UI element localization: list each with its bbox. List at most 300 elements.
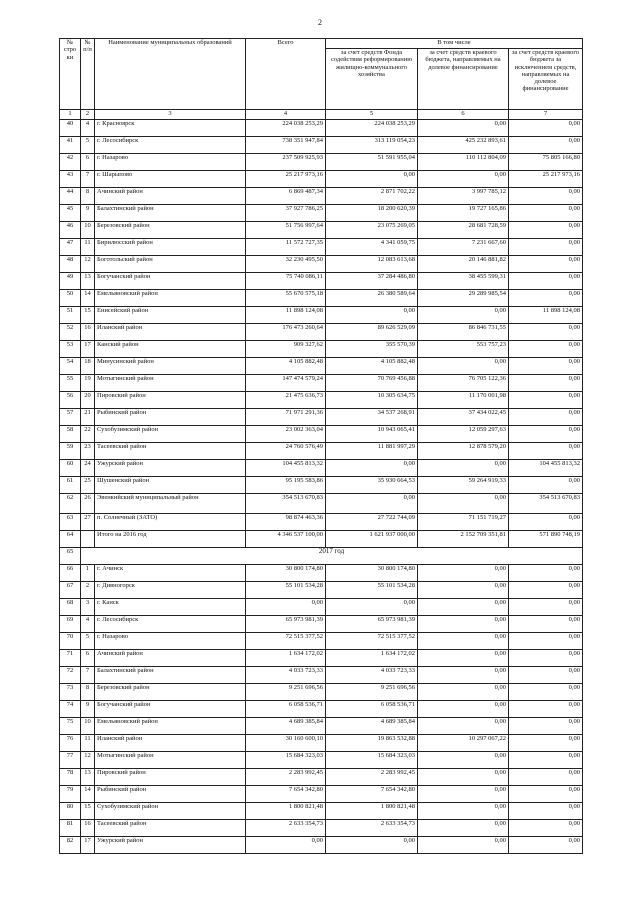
total-amount: 32 230 495,50 <box>246 256 326 273</box>
regional-excl-amount: 0,00 <box>509 290 583 307</box>
regional-amount: 0,00 <box>418 616 509 633</box>
section-row-2017 <box>60 548 583 565</box>
total-amount: 4 346 537 100,00 <box>246 531 326 548</box>
fund-amount: 0,00 <box>326 599 418 616</box>
fund-amount: 55 101 534,28 <box>326 582 418 599</box>
total-amount: 30 800 174,80 <box>246 565 326 582</box>
regional-excl-amount: 0,00 <box>509 837 583 854</box>
item-number: 3 <box>81 599 95 616</box>
regional-amount: 0,00 <box>418 701 509 718</box>
municipality-name: г. Назарово <box>95 633 246 650</box>
regional-amount: 553 757,23 <box>418 341 509 358</box>
fund-amount: 224 038 253,29 <box>326 120 418 137</box>
regional-excl-amount: 0,00 <box>509 120 583 137</box>
regional-excl-amount: 354 513 670,83 <box>509 494 583 514</box>
row-number: 61 <box>60 477 81 494</box>
table-row <box>60 718 583 735</box>
total-amount: 55 670 575,18 <box>246 290 326 307</box>
regional-amount: 71 151 719,27 <box>418 514 509 531</box>
regional-excl-amount: 0,00 <box>509 701 583 718</box>
regional-excl-amount: 0,00 <box>509 375 583 392</box>
fund-amount: 2 871 702,22 <box>326 188 418 205</box>
table-row <box>60 188 583 205</box>
row-number: 71 <box>60 650 81 667</box>
table-row <box>60 239 583 256</box>
regional-excl-amount: 0,00 <box>509 443 583 460</box>
municipality-name: г. Назарово <box>95 154 246 171</box>
item-number: 8 <box>81 684 95 701</box>
item-number: 16 <box>81 820 95 837</box>
regional-amount: 0,00 <box>418 786 509 803</box>
item-number: 9 <box>81 701 95 718</box>
item-number: 8 <box>81 188 95 205</box>
row-number: 62 <box>60 494 81 514</box>
municipality-name: г. Лесосибирск <box>95 137 246 154</box>
total-amount: 24 760 576,49 <box>246 443 326 460</box>
total-amount: 71 971 291,36 <box>246 409 326 426</box>
table-row <box>60 803 583 820</box>
fund-amount: 4 341 059,75 <box>326 239 418 256</box>
fund-amount: 10 943 065,41 <box>326 426 418 443</box>
table-header <box>60 39 583 120</box>
municipality-name: Эвенкийский муниципальный район <box>95 494 246 514</box>
item-number: 21 <box>81 409 95 426</box>
regional-excl-amount: 0,00 <box>509 684 583 701</box>
regional-excl-amount: 104 455 813,32 <box>509 460 583 477</box>
column-index: 2 <box>81 110 95 120</box>
regional-excl-amount: 75 805 166,80 <box>509 154 583 171</box>
regional-excl-amount: 0,00 <box>509 256 583 273</box>
item-number: 15 <box>81 803 95 820</box>
total-amount: 224 038 253,29 <box>246 120 326 137</box>
row-number: 65 <box>60 548 81 565</box>
fund-amount: 355 570,39 <box>326 341 418 358</box>
item-number: 23 <box>81 443 95 460</box>
regional-amount: 0,00 <box>418 769 509 786</box>
municipality-name: Канский район <box>95 341 246 358</box>
regional-excl-amount: 0,00 <box>509 239 583 256</box>
item-number: 5 <box>81 633 95 650</box>
regional-amount: 10 297 067,22 <box>418 735 509 752</box>
regional-amount: 37 434 022,45 <box>418 409 509 426</box>
row-number: 70 <box>60 633 81 650</box>
regional-excl-amount: 0,00 <box>509 222 583 239</box>
item-number: 6 <box>81 154 95 171</box>
regional-amount: 425 232 893,61 <box>418 137 509 154</box>
total-amount: 4 033 723,33 <box>246 667 326 684</box>
municipality-name: Ачинский район <box>95 188 246 205</box>
fund-amount: 37 284 486,80 <box>326 273 418 290</box>
regional-excl-amount: 0,00 <box>509 137 583 154</box>
row-number: 41 <box>60 137 81 154</box>
regional-excl-amount: 0,00 <box>509 341 583 358</box>
fund-amount: 11 881 997,29 <box>326 443 418 460</box>
total-amount: 738 351 947,84 <box>246 137 326 154</box>
regional-amount: 0,00 <box>418 171 509 188</box>
regional-excl-amount: 11 898 124,08 <box>509 307 583 324</box>
total-label: Итого на 2016 год <box>95 531 246 548</box>
row-number: 54 <box>60 358 81 375</box>
municipality-name: Сухобузимский район <box>95 803 246 820</box>
regional-excl-amount: 0,00 <box>509 426 583 443</box>
item-number: 18 <box>81 358 95 375</box>
regional-amount: 38 455 599,31 <box>418 273 509 290</box>
row-number: 63 <box>60 514 81 531</box>
table-row <box>60 324 583 341</box>
municipality-name: Балахтинский район <box>95 205 246 222</box>
regional-amount: 0,00 <box>418 650 509 667</box>
regional-excl-amount: 0,00 <box>509 718 583 735</box>
municipality-name: Сухобузимский район <box>95 426 246 443</box>
regional-amount: 19 727 165,86 <box>418 205 509 222</box>
item-number: 27 <box>81 514 95 531</box>
regional-excl-amount: 0,00 <box>509 735 583 752</box>
fund-amount: 19 863 532,88 <box>326 735 418 752</box>
table-row <box>60 650 583 667</box>
total-amount: 1 800 821,48 <box>246 803 326 820</box>
municipality-name: Балахтинский район <box>95 667 246 684</box>
municipality-name: Ачинский район <box>95 650 246 667</box>
total-amount: 30 160 600,10 <box>246 735 326 752</box>
municipality-name: г. Дивногорск <box>95 582 246 599</box>
item-number: 25 <box>81 477 95 494</box>
total-amount: 51 756 997,64 <box>246 222 326 239</box>
table-row <box>60 392 583 409</box>
column-index: 6 <box>418 110 509 120</box>
page-number: 2 <box>318 18 322 27</box>
total-amount: 37 927 786,25 <box>246 205 326 222</box>
municipality-name: Емельяновский район <box>95 290 246 307</box>
municipality-name: Иланский район <box>95 735 246 752</box>
table-row <box>60 341 583 358</box>
header-name: Наименование муниципальных образований <box>95 39 246 110</box>
municipality-name: Березовский район <box>95 684 246 701</box>
fund-amount: 0,00 <box>326 837 418 854</box>
table-row <box>60 443 583 460</box>
item-number: 9 <box>81 205 95 222</box>
regional-excl-amount: 0,00 <box>509 803 583 820</box>
regional-amount: 0,00 <box>418 358 509 375</box>
table-row <box>60 426 583 443</box>
row-number: 57 <box>60 409 81 426</box>
fund-amount: 2 633 354,73 <box>326 820 418 837</box>
total-amount: 15 684 323,03 <box>246 752 326 769</box>
fund-amount: 7 654 342,80 <box>326 786 418 803</box>
row-number: 72 <box>60 667 81 684</box>
municipality-name: Боготольский район <box>95 256 246 273</box>
regional-excl-amount: 0,00 <box>509 188 583 205</box>
regional-amount: 0,00 <box>418 460 509 477</box>
table-row <box>60 290 583 307</box>
column-index: 7 <box>509 110 583 120</box>
total-amount: 23 002 363,04 <box>246 426 326 443</box>
table-row <box>60 786 583 803</box>
item-number: 10 <box>81 718 95 735</box>
item-number: 15 <box>81 307 95 324</box>
regional-amount: 0,00 <box>418 820 509 837</box>
row-number: 64 <box>60 531 81 548</box>
table-row <box>60 494 583 514</box>
item-number: 10 <box>81 222 95 239</box>
municipality-name: г. Канск <box>95 599 246 616</box>
municipality-name: г. Лесосибирск <box>95 616 246 633</box>
row-number: 56 <box>60 392 81 409</box>
fund-amount: 12 083 613,68 <box>326 256 418 273</box>
header-pp: № п/п <box>81 39 95 110</box>
regional-excl-amount: 0,00 <box>509 650 583 667</box>
regional-excl-amount: 0,00 <box>509 273 583 290</box>
regional-amount: 110 112 804,09 <box>418 154 509 171</box>
row-number: 58 <box>60 426 81 443</box>
row-number: 68 <box>60 599 81 616</box>
fund-amount: 4 105 882,48 <box>326 358 418 375</box>
regional-excl-amount: 0,00 <box>509 409 583 426</box>
regional-amount: 7 231 667,60 <box>418 239 509 256</box>
table-row <box>60 684 583 701</box>
rows-2017 <box>60 565 583 854</box>
total-amount: 25 217 973,16 <box>246 171 326 188</box>
fund-amount: 313 119 054,23 <box>326 137 418 154</box>
regional-amount: 0,00 <box>418 565 509 582</box>
regional-amount: 0,00 <box>418 120 509 137</box>
row-number: 52 <box>60 324 81 341</box>
regional-excl-amount: 0,00 <box>509 616 583 633</box>
regional-excl-amount: 571 890 748,19 <box>509 531 583 548</box>
table-row <box>60 820 583 837</box>
regional-amount: 76 705 122,36 <box>418 375 509 392</box>
item-number: 5 <box>81 137 95 154</box>
item-number: 6 <box>81 650 95 667</box>
regional-excl-amount: 0,00 <box>509 565 583 582</box>
fund-amount: 35 930 664,53 <box>326 477 418 494</box>
column-index-row <box>60 110 583 120</box>
total-amount: 21 475 636,73 <box>246 392 326 409</box>
fund-amount: 65 973 981,39 <box>326 616 418 633</box>
regional-amount: 12 059 297,63 <box>418 426 509 443</box>
total-amount: 104 455 813,32 <box>246 460 326 477</box>
fund-amount: 34 537 268,91 <box>326 409 418 426</box>
row-number: 42 <box>60 154 81 171</box>
row-number: 40 <box>60 120 81 137</box>
row-number: 60 <box>60 460 81 477</box>
regional-amount: 0,00 <box>418 837 509 854</box>
item-number: 26 <box>81 494 95 514</box>
regional-amount: 59 264 919,33 <box>418 477 509 494</box>
row-number: 76 <box>60 735 81 752</box>
regional-excl-amount: 0,00 <box>509 599 583 616</box>
item-number <box>81 531 95 548</box>
total-amount: 237 509 925,93 <box>246 154 326 171</box>
municipality-name: Ужурский район <box>95 837 246 854</box>
section-label-2017: 2017 год <box>81 548 583 565</box>
fund-amount: 4 689 385,84 <box>326 718 418 735</box>
regional-excl-amount: 0,00 <box>509 633 583 650</box>
municipality-name: Шушенский район <box>95 477 246 494</box>
regional-excl-amount: 0,00 <box>509 392 583 409</box>
municipality-name: Богучанский район <box>95 701 246 718</box>
total-amount: 6 869 487,34 <box>246 188 326 205</box>
item-number: 17 <box>81 341 95 358</box>
row-number: 48 <box>60 256 81 273</box>
regional-amount: 2 152 709 351,81 <box>418 531 509 548</box>
municipality-name: Пировский район <box>95 769 246 786</box>
regional-excl-amount: 0,00 <box>509 769 583 786</box>
total-amount: 7 654 342,80 <box>246 786 326 803</box>
regional-amount: 0,00 <box>418 582 509 599</box>
regional-excl-amount: 0,00 <box>509 477 583 494</box>
fund-amount: 0,00 <box>326 494 418 514</box>
total-amount: 4 105 882,48 <box>246 358 326 375</box>
municipality-name: Мотыгинский район <box>95 375 246 392</box>
municipality-name: Енисейский район <box>95 307 246 324</box>
table-row <box>60 565 583 582</box>
row-number: 81 <box>60 820 81 837</box>
total-amount: 98 874 463,36 <box>246 514 326 531</box>
municipality-name: Мотыгинский район <box>95 752 246 769</box>
fund-amount: 4 033 723,33 <box>326 667 418 684</box>
table-row <box>60 307 583 324</box>
table-row <box>60 735 583 752</box>
municipality-name: г. Ачинск <box>95 565 246 582</box>
regional-amount: 0,00 <box>418 633 509 650</box>
item-number: 7 <box>81 171 95 188</box>
table-row <box>60 514 583 531</box>
regional-amount: 29 289 985,54 <box>418 290 509 307</box>
row-number: 55 <box>60 375 81 392</box>
row-number: 50 <box>60 290 81 307</box>
regional-amount: 12 878 579,20 <box>418 443 509 460</box>
total-amount: 75 740 086,11 <box>246 273 326 290</box>
row-number: 73 <box>60 684 81 701</box>
row-number: 75 <box>60 718 81 735</box>
municipality-name: Березовский район <box>95 222 246 239</box>
municipality-name: Пировский район <box>95 392 246 409</box>
item-number: 13 <box>81 273 95 290</box>
table-row <box>60 154 583 171</box>
row-number: 47 <box>60 239 81 256</box>
header-fund: за счет средств Фонда содействия реформированию жилищно-коммунального хозяйства <box>326 49 418 110</box>
row-number: 67 <box>60 582 81 599</box>
fund-amount: 51 591 955,04 <box>326 154 418 171</box>
header-group-title: В том числе <box>326 39 583 49</box>
regional-amount: 0,00 <box>418 599 509 616</box>
fund-amount: 0,00 <box>326 460 418 477</box>
municipality-name: Тасеевский район <box>95 443 246 460</box>
regional-excl-amount: 25 217 973,16 <box>509 171 583 188</box>
item-number: 24 <box>81 460 95 477</box>
header-regional: за счет средств краевого бюджета, направляемых на долевое финансирование <box>418 49 509 110</box>
municipality-name: Иланский район <box>95 324 246 341</box>
item-number: 14 <box>81 290 95 307</box>
total-amount: 2 283 992,45 <box>246 769 326 786</box>
total-amount: 72 515 377,52 <box>246 633 326 650</box>
municipality-name: Бирилюсский район <box>95 239 246 256</box>
regional-excl-amount: 0,00 <box>509 324 583 341</box>
item-number: 12 <box>81 256 95 273</box>
header-total: Всего <box>246 39 326 110</box>
total-row <box>60 531 583 548</box>
table-row <box>60 222 583 239</box>
total-amount: 0,00 <box>246 837 326 854</box>
municipality-name: Богучанский район <box>95 273 246 290</box>
regional-excl-amount: 0,00 <box>509 514 583 531</box>
regional-amount: 28 681 728,59 <box>418 222 509 239</box>
total-amount: 909 327,62 <box>246 341 326 358</box>
table-row <box>60 752 583 769</box>
regional-amount: 20 146 881,82 <box>418 256 509 273</box>
table-row <box>60 633 583 650</box>
row-number: 46 <box>60 222 81 239</box>
row-number: 53 <box>60 341 81 358</box>
table-row <box>60 667 583 684</box>
table-row <box>60 273 583 290</box>
regional-excl-amount: 0,00 <box>509 205 583 222</box>
fund-amount: 72 515 377,52 <box>326 633 418 650</box>
total-amount: 65 973 981,39 <box>246 616 326 633</box>
row-number: 74 <box>60 701 81 718</box>
table-row <box>60 769 583 786</box>
row-number: 82 <box>60 837 81 854</box>
item-number: 4 <box>81 120 95 137</box>
total-2016 <box>60 531 583 565</box>
row-number: 79 <box>60 786 81 803</box>
column-index: 1 <box>60 110 81 120</box>
table-row <box>60 205 583 222</box>
total-amount: 95 195 583,86 <box>246 477 326 494</box>
column-index: 4 <box>246 110 326 120</box>
column-index: 5 <box>326 110 418 120</box>
total-amount: 6 058 536,71 <box>246 701 326 718</box>
item-number: 14 <box>81 786 95 803</box>
item-number: 7 <box>81 667 95 684</box>
table-row <box>60 409 583 426</box>
fund-amount: 6 058 536,71 <box>326 701 418 718</box>
fund-amount: 9 251 696,56 <box>326 684 418 701</box>
total-amount: 147 474 579,24 <box>246 375 326 392</box>
fund-amount: 30 800 174,80 <box>326 565 418 582</box>
table-row <box>60 358 583 375</box>
total-amount: 176 473 260,64 <box>246 324 326 341</box>
fund-amount: 0,00 <box>326 171 418 188</box>
total-amount: 4 689 385,84 <box>246 718 326 735</box>
municipality-name: г. Шарыпово <box>95 171 246 188</box>
regional-amount: 0,00 <box>418 803 509 820</box>
regional-excl-amount: 0,00 <box>509 667 583 684</box>
total-amount: 9 251 696,56 <box>246 684 326 701</box>
row-number: 43 <box>60 171 81 188</box>
table-row <box>60 477 583 494</box>
header-row-no: № стро ки <box>60 39 81 110</box>
item-number: 12 <box>81 752 95 769</box>
regional-amount: 0,00 <box>418 307 509 324</box>
fund-amount: 18 200 620,39 <box>326 205 418 222</box>
regional-excl-amount: 0,00 <box>509 582 583 599</box>
item-number: 17 <box>81 837 95 854</box>
row-number: 45 <box>60 205 81 222</box>
total-amount: 11 898 124,08 <box>246 307 326 324</box>
item-number: 13 <box>81 769 95 786</box>
municipality-name: Ужурский район <box>95 460 246 477</box>
regional-amount: 3 997 785,12 <box>418 188 509 205</box>
row-number: 66 <box>60 565 81 582</box>
table-row <box>60 582 583 599</box>
regional-amount: 0,00 <box>418 494 509 514</box>
municipality-name: п. Солнечный (ЗАТО) <box>95 514 246 531</box>
item-number: 19 <box>81 375 95 392</box>
item-number: 22 <box>81 426 95 443</box>
municipality-name: Минусинский район <box>95 358 246 375</box>
municipality-name: Рыбинский район <box>95 786 246 803</box>
